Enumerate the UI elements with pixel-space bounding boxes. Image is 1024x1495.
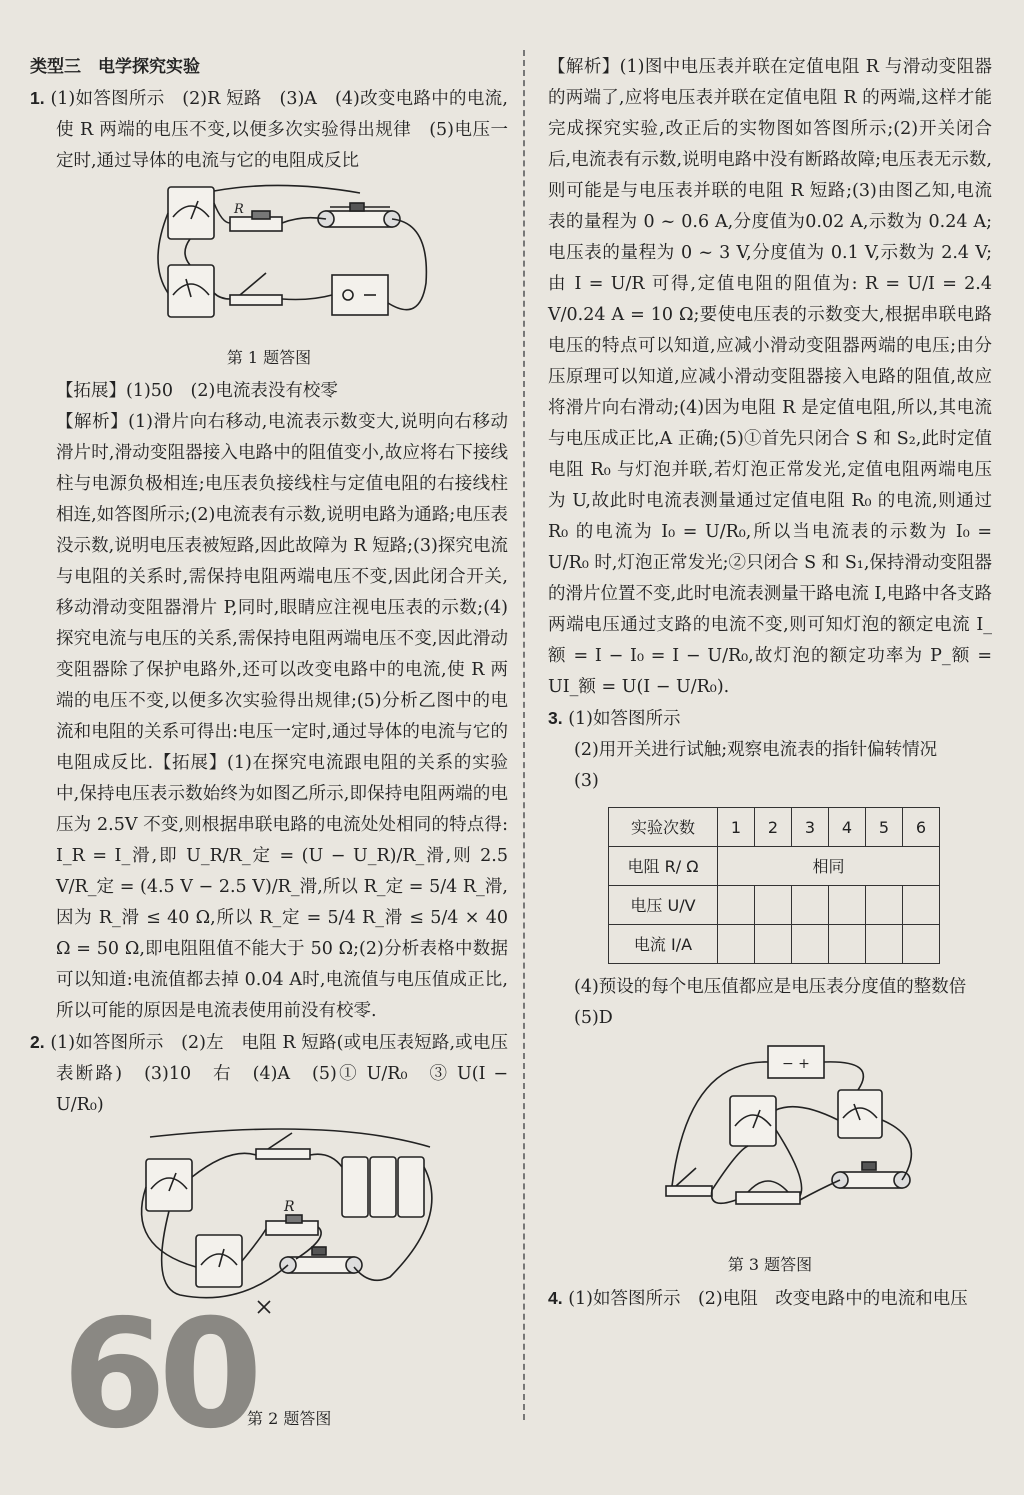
q1-analysis: 【解析】(1)滑片向右移动,电流表示数变大,说明向右移动滑片时,滑动变阻器接入电路中的阻值变小,故应将右下接线柱与电源负极相连;电压表负接线柱与定值电阻的右接线柱相连,如答图所示;(2)电流表有示数,说明电路为通路;电压表没示数,说明电压表被短路,因此故障为 R 短路;(3)探究电流与电阻的关系时,需保持电阻两端电压不变,因此闭合开关,移动滑动变阻器滑片 P,同时,眼睛应注视电压表的示数;(4)探究电流与电压的关系,需保持电阻两端电压不变,因此滑动变阻器除了保护电路外,还可以改变电路中的电流,使 R 两端的电压不变,以便多次实验得出规律;(5)分析乙图中的电流和电阻的关系可得出:电压一定时,通过导体的电流与它的电阻成反比.【拓展】(1)在探究电流跟电阻的关系的实验中,保持电压表示数始终为如图乙所示,即保持电阻两端的电压为 2.5V 不变,则根据串联电路的电流处处相同的特点得: I_R = I_滑,即 U_R/R_定 = (U − U_R)/R_滑,则 2.5 V/R_定 = (4.5 V − 2.5 V)/R_滑,所以 R_定 = 5/4 R_滑,因为 R_滑 ≤ 40 Ω,所以 R_定 = 5/4 R_滑 ≤ 5/4 × 40 Ω = 50 Ω,即电阻阻值不能大于 50 Ω;(2)分析表格中数据可以知道:电流值都去掉 0.04 A时,电流值与电压值成正比,所以可能的原因是电流表使用前没有校零.	[56, 412, 508, 1021]
q3-line2: (2)用开关进行试触;观察电流表的指针偏转情况	[574, 740, 938, 760]
table-resistance-value: 相同	[718, 847, 940, 886]
column-divider	[523, 50, 525, 1420]
table-row	[609, 847, 940, 886]
q2-analysis: 【解析】(1)图中电压表并联在定值电阻 R 与滑动变阻器的两端了,应将电压表并联在定值电阻 R 的两端,这样才能完成探究实验,改正后的实物图如答图所示;(2)开关闭合后,电流表有示数,说明电路中没有断路故障;电压表无示数,则可能是与电压表并联的电阻 R 短路;(3)由图乙知,电流表的量程为 0 ~ 0.6 A,分度值为0.02 A,示数为 0.24 A;电压表的量程为 0 ~ 3 V,分度值为 0.1 V,示数为 2.4 V;由 I = U/R 可得,定值电阻的阻值为: R = U/I = 2.4 V/0.24 A = 10 Ω;要使电压表的示数变大,根据串联电路电压的特点可以知道,应减小滑动变阻器两端的电压;由分压原理可以知道,应减小滑动变阻器接入电路的阻值,故应将滑片向右滑动;(4)因为电阻 R 是定值电阻,所以,其电流与电压成正比,A 正确;(5)①首先只闭合 S 和 S₂,此时定值电阻 R₀ 与灯泡并联,若灯泡正常发光,定值电阻两端电压为 U,故此时电流表测量通过定值电阻 R₀ 的电流,则通过 R₀ 的电流为 I₀ = U/R₀,所以当电流表的示数为 I₀ = U/R₀ 时,灯泡正常发光;②只闭合 S 和 S₁,保持滑动变阻器的滑片位置不变,此时电流表测量干路电流 I,电路中各支路两端电压通过支路的电流不变,则可知灯泡的额定电流 I_额 = I − I₀ = I − U/R₀,故灯泡的额定功率为 P_额 = UI_额 = U(I − U/R₀).	[548, 57, 992, 697]
q3-line1-text: (1)如答图所示	[568, 709, 681, 729]
svg-text:R: R	[234, 202, 244, 217]
q3-line5: (5)D	[574, 1008, 613, 1028]
table-trial-5: 5	[866, 808, 903, 847]
q1-extension: 【拓展】(1)50 (2)电流表没有校零	[56, 381, 338, 401]
table-trial-2: 2	[755, 808, 792, 847]
q3-line1	[548, 703, 992, 735]
q1-number: 1.	[30, 88, 45, 108]
q1-figure	[30, 183, 508, 344]
page-number: 60	[62, 1288, 255, 1462]
table-trial-3: 3	[792, 808, 829, 847]
table-trial-4: 4	[829, 808, 866, 847]
q1-answer	[30, 83, 508, 177]
q2-figure-caption: 第 2 题答图	[247, 1409, 332, 1428]
svg-text:− +: − +	[782, 1056, 810, 1072]
q3-line4: (4)预设的每个电压值都应是电压表分度值的整数倍	[574, 977, 967, 997]
section-title: 类型三 电学探究实验	[30, 57, 200, 77]
right-column	[548, 52, 992, 1315]
table-trial-1: 1	[718, 808, 755, 847]
q3-table	[608, 807, 940, 964]
table-head-resistance: 电阻 R/ Ω	[609, 847, 718, 886]
table-row	[609, 925, 940, 964]
q2-answer	[30, 1027, 508, 1121]
table-head-trials: 实验次数	[609, 808, 718, 847]
q3-figure-caption: 第 3 题答图	[727, 1255, 813, 1274]
table-row	[609, 886, 940, 925]
q1-answer-text: (1)如答图所示 (2)R 短路 (3)A (4)改变电路中的电流,使 R 两端的电压不变,以便多次实验得出规律 (5)电压一定时,通过导体的电流与它的电阻成反比	[50, 89, 508, 171]
table-row	[609, 808, 940, 847]
q3-figure	[548, 1040, 992, 1251]
q4-answer-text: (1)如答图所示 (2)电阻 改变电路中的电流和电压	[568, 1289, 968, 1309]
q4-answer	[548, 1283, 992, 1315]
q3-number: 3.	[548, 708, 563, 728]
q2-number: 2.	[30, 1032, 45, 1052]
left-column	[30, 52, 508, 1330]
q4-number: 4.	[548, 1288, 563, 1308]
svg-text:R: R	[284, 1199, 295, 1215]
table-head-current: 电流 I/A	[609, 925, 718, 964]
q2-answer-text: (1)如答图所示 (2)左 电阻 R 短路(或电压表短路,或电压表断路) (3)10 右 (4)A (5)① U/R₀ ③ U(I − U/R₀)	[50, 1033, 508, 1115]
q3-line3: (3)	[574, 771, 599, 791]
table-trial-6: 6	[903, 808, 940, 847]
q1-figure-caption: 第 1 题答图	[226, 348, 312, 367]
table-head-voltage: 电压 U/V	[609, 886, 718, 925]
